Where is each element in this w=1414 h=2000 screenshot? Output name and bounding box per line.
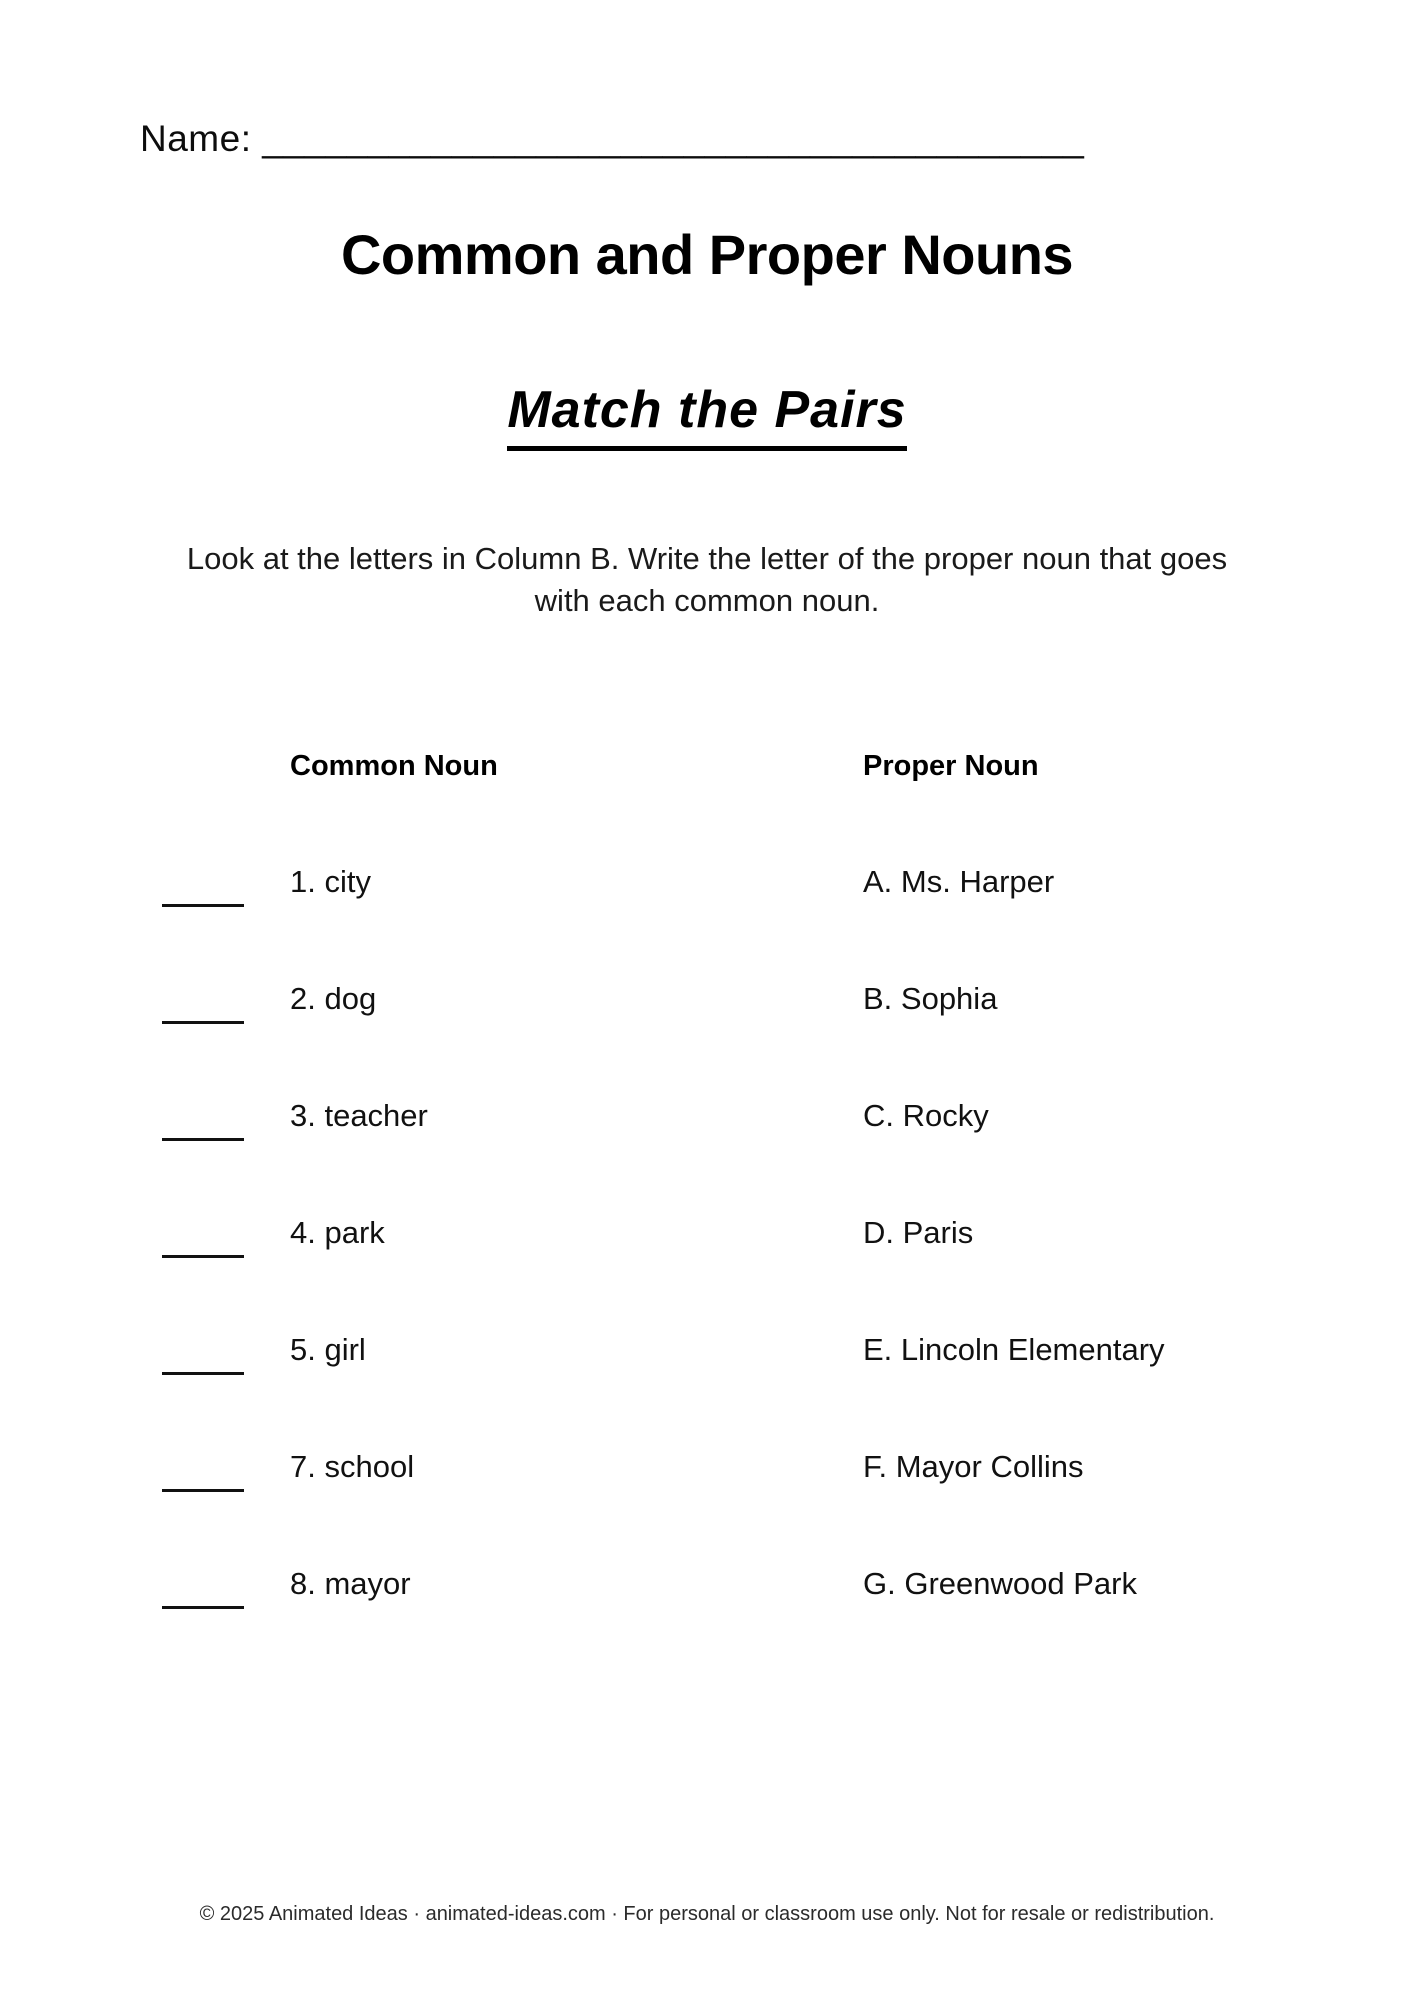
table-row	[0, 1314, 1414, 1431]
proper-noun-item: E. Lincoln Elementary	[863, 1332, 1165, 1367]
common-noun-item: 5. girl	[290, 1332, 366, 1367]
proper-noun-item: D. Paris	[863, 1215, 974, 1250]
table-row	[0, 1197, 1414, 1314]
common-noun-item: 1. city	[290, 864, 371, 899]
answer-blank[interactable]	[162, 1116, 244, 1141]
answer-blank[interactable]	[162, 1233, 244, 1258]
activity-title	[0, 380, 1414, 451]
common-noun-item: 7. school	[290, 1449, 415, 1484]
answer-blank[interactable]	[162, 1584, 244, 1609]
answer-blank[interactable]	[162, 1350, 244, 1375]
common-noun-item: 3. teacher	[290, 1098, 428, 1133]
match-rows	[0, 846, 1414, 1665]
column-header-proper: Proper Noun	[863, 750, 1039, 782]
table-row	[0, 846, 1414, 963]
table-row	[0, 1431, 1414, 1548]
footer-copyright: © 2025 Animated Ideas · animated-ideas.com · For personal or classroom use only. Not for resale or redistribution.	[199, 1903, 1215, 1925]
proper-noun-item: F. Mayor Collins	[863, 1449, 1084, 1484]
student-name-line: Name: _______________________________________	[140, 118, 1085, 159]
proper-noun-item: C. Rocky	[863, 1098, 989, 1133]
activity-title-text: Match the Pairs	[507, 380, 906, 451]
common-noun-item: 2. dog	[290, 981, 377, 1016]
common-noun-item: 8. mayor	[290, 1566, 411, 1601]
proper-noun-item: G. Greenwood Park	[863, 1566, 1137, 1601]
answer-blank[interactable]	[162, 999, 244, 1024]
table-row	[0, 1080, 1414, 1197]
proper-noun-item: B. Sophia	[863, 981, 998, 1016]
common-noun-item: 4. park	[290, 1215, 385, 1250]
column-header-common: Common Noun	[290, 750, 498, 782]
table-row	[0, 963, 1414, 1080]
instructions-text: Look at the letters in Column B. Write the letter of the proper noun that goes with each common noun.	[186, 541, 1228, 618]
answer-blank[interactable]	[162, 1467, 244, 1492]
answer-blank[interactable]	[162, 882, 244, 907]
proper-noun-item: A. Ms. Harper	[863, 864, 1055, 899]
table-row	[0, 1548, 1414, 1665]
columns-header	[0, 750, 1414, 790]
page-title: Common and Proper Nouns	[340, 223, 1074, 286]
